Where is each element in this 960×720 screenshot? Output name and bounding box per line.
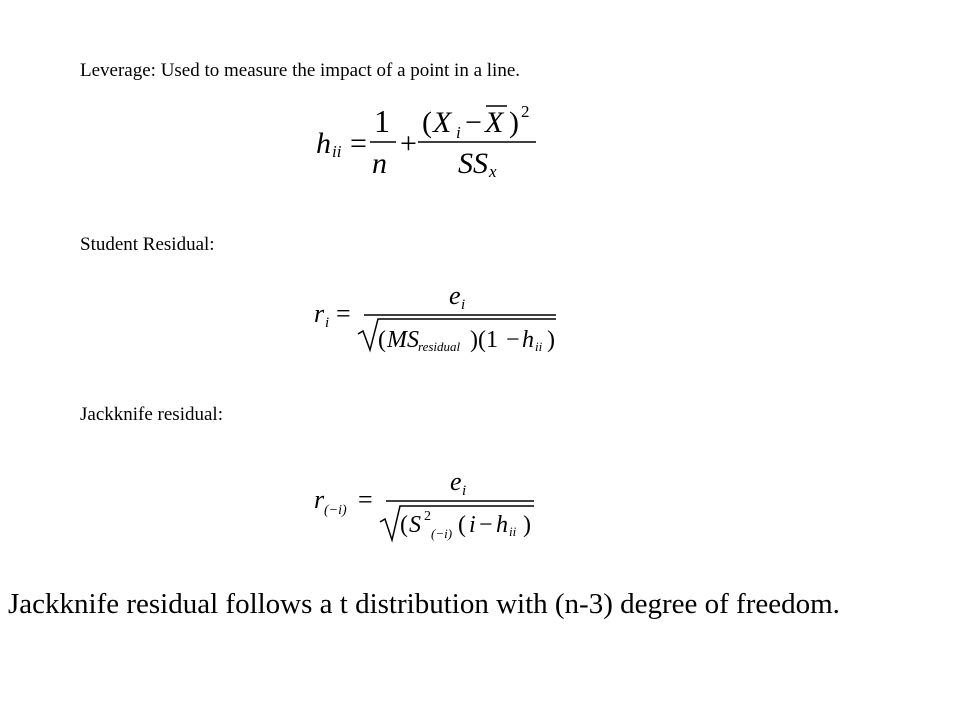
leverage-num-close: ) <box>509 106 519 139</box>
jackknife-equals: = <box>358 485 373 514</box>
leverage-label: Leverage: Used to measure the impact of a point in a line. <box>80 60 521 81</box>
leverage-equals: = <box>350 127 367 160</box>
jackknife-den-close: ) <box>523 512 531 538</box>
jackknife-den-i: i <box>469 512 476 538</box>
jackknife-label: Jackknife residual: <box>80 404 223 425</box>
leverage-one: 1 <box>374 103 390 139</box>
jackknife-den-open: ( <box>400 512 408 538</box>
leverage-Xbar: X <box>485 106 504 139</box>
student-den-mid: )(1 <box>470 327 498 353</box>
jackknife-lhs-sub: (−i) <box>324 503 347 518</box>
student-den-minus: − <box>506 327 520 353</box>
jackknife-den-S-sup: 2 <box>424 509 431 524</box>
student-num-e: e <box>449 281 461 310</box>
leverage-num-open: ( <box>422 106 432 139</box>
student-lhs-sub: i <box>325 315 330 331</box>
jackknife-den-h: h <box>496 512 508 538</box>
jackknife-den-h-sub: ii <box>509 524 517 539</box>
jackknife-den-S: S <box>409 512 421 538</box>
student-equals: = <box>336 299 351 328</box>
jackknife-formula <box>312 468 552 553</box>
leverage-lhs-sub: ii <box>332 142 342 161</box>
leverage-den-sub: x <box>489 162 497 181</box>
student-num-sub: i <box>461 297 466 313</box>
jackknife-lhs-var: r <box>314 485 325 514</box>
student-den-open: ( <box>378 327 386 353</box>
leverage-X-sub: i <box>456 123 461 142</box>
leverage-minus: − <box>465 106 482 139</box>
student-label: Student Residual: <box>80 234 215 255</box>
jackknife-den-minus: − <box>479 512 493 538</box>
leverage-n: n <box>372 147 387 180</box>
student-den-h-sub: ii <box>535 339 543 354</box>
jackknife-num-sub: i <box>462 483 467 499</box>
leverage-lhs-var: h <box>316 127 331 160</box>
leverage-den-SS: SS <box>458 147 488 180</box>
student-den-h: h <box>522 327 534 353</box>
student-den-MS-sub: residual <box>418 339 461 354</box>
conclusion-text: Jackknife residual follows a t distribution with (n-3) degree of freedom. <box>8 588 840 620</box>
leverage-formula <box>310 100 550 190</box>
student-formula <box>312 282 572 362</box>
student-den-close: ) <box>547 327 555 353</box>
jackknife-num-e: e <box>450 467 462 496</box>
leverage-plus: + <box>400 127 417 160</box>
leverage-X: X <box>433 106 452 139</box>
student-den-MS: MS <box>387 327 419 353</box>
jackknife-den-S-sub: (−i) <box>431 526 453 541</box>
jackknife-den-mid: ( <box>458 512 466 538</box>
student-lhs-var: r <box>314 299 325 328</box>
leverage-exponent: 2 <box>521 102 530 121</box>
